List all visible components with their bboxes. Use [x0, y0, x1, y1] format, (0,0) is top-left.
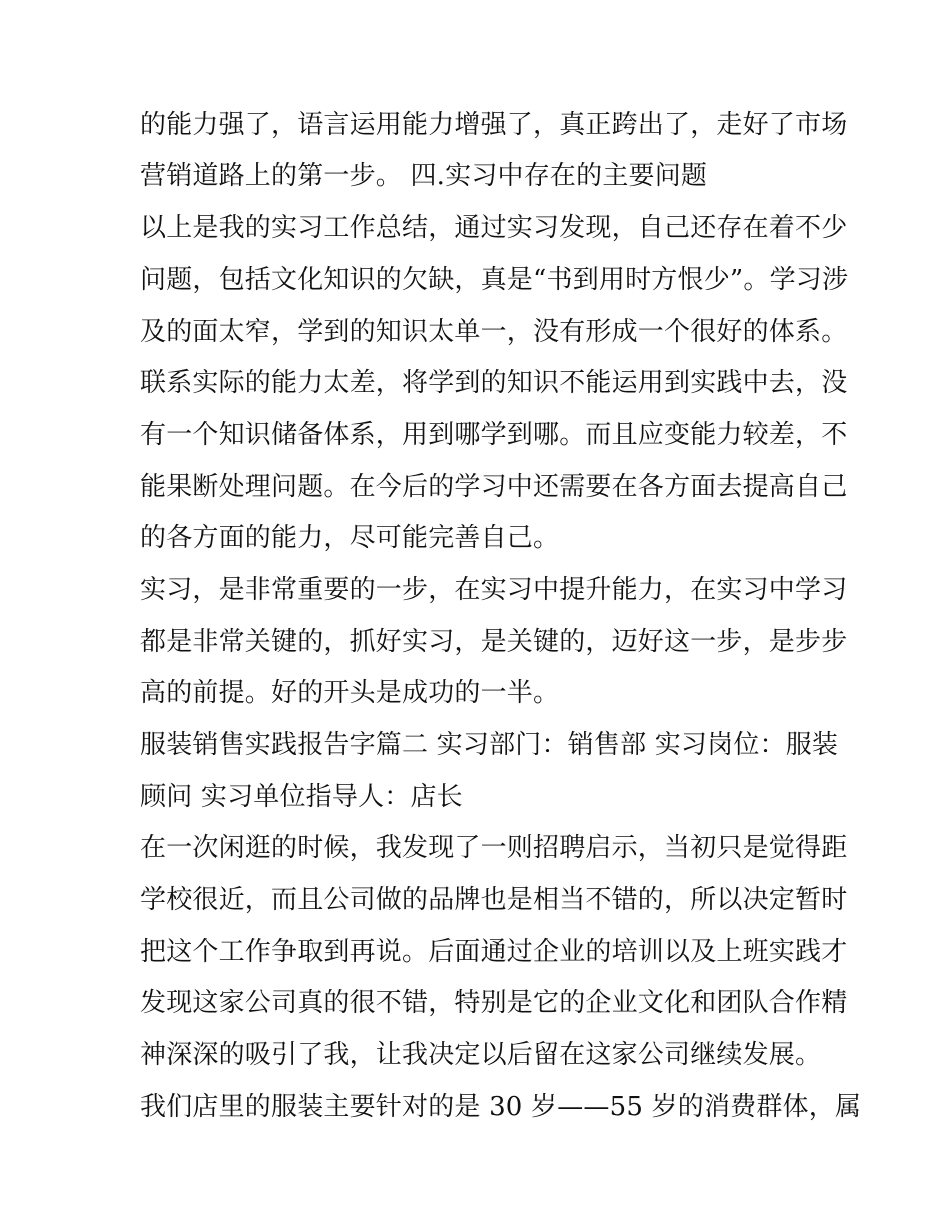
text-line: 的各方面的能力，尽可能完善自己。 — [140, 523, 560, 553]
text-line: 高的前提。好的开头是成功的一半。 — [140, 678, 560, 708]
text-line: 问题，包括文化知识的欠缺，真是“书到用时方恨少”。学习涉 — [140, 265, 849, 295]
text-line: 营销道路上的第一步。 四.实习中存在的主要问题 — [140, 161, 708, 191]
text-line: 学校很近，而且公司做的品牌也是相当不错的，所以决定暂时 — [140, 885, 848, 915]
text-line: 有一个知识储备体系，用到哪学到哪。而且应变能力较差，不 — [140, 420, 848, 450]
text-line: 服装销售实践报告字篇二 实习部门：销售部 实习岗位：服装 — [140, 730, 839, 760]
text-line: 我们店里的服装主要针对的是 30 岁——55 岁的消费群体，属 — [140, 1092, 862, 1122]
text-line: 实习，是非常重要的一步，在实习中提升能力，在实习中学习 — [140, 575, 848, 605]
text-line: 能果断处理问题。在今后的学习中还需要在各方面去提高自己 — [140, 472, 848, 502]
text-line: 神深深的吸引了我，让我决定以后留在这家公司继续发展。 — [140, 1040, 822, 1070]
text-line: 联系实际的能力太差，将学到的知识不能运用到实践中去，没 — [140, 368, 848, 398]
text-line: 发现这家公司真的很不错，特别是它的企业文化和团队合作精 — [140, 988, 848, 1018]
text-line: 的能力强了，语言运用能力增强了，真正跨出了，走好了市场 — [140, 110, 848, 140]
text-line: 顾问 实习单位指导人：店长 — [140, 782, 463, 812]
text-line: 都是非常关键的，抓好实习，是关键的，迈好这一步，是步步 — [140, 627, 848, 657]
text-line: 以上是我的实习工作总结，通过实习发现，自己还存在着不少 — [140, 213, 848, 243]
text-line: 把这个工作争取到再说。后面通过企业的培训以及上班实践才 — [140, 937, 848, 967]
text-line: 及的面太窄，学到的知识太单一，没有形成一个很好的体系。 — [140, 317, 848, 347]
text-line: 在一次闲逛的时候，我发现了一则招聘启示，当初只是觉得距 — [140, 833, 848, 863]
